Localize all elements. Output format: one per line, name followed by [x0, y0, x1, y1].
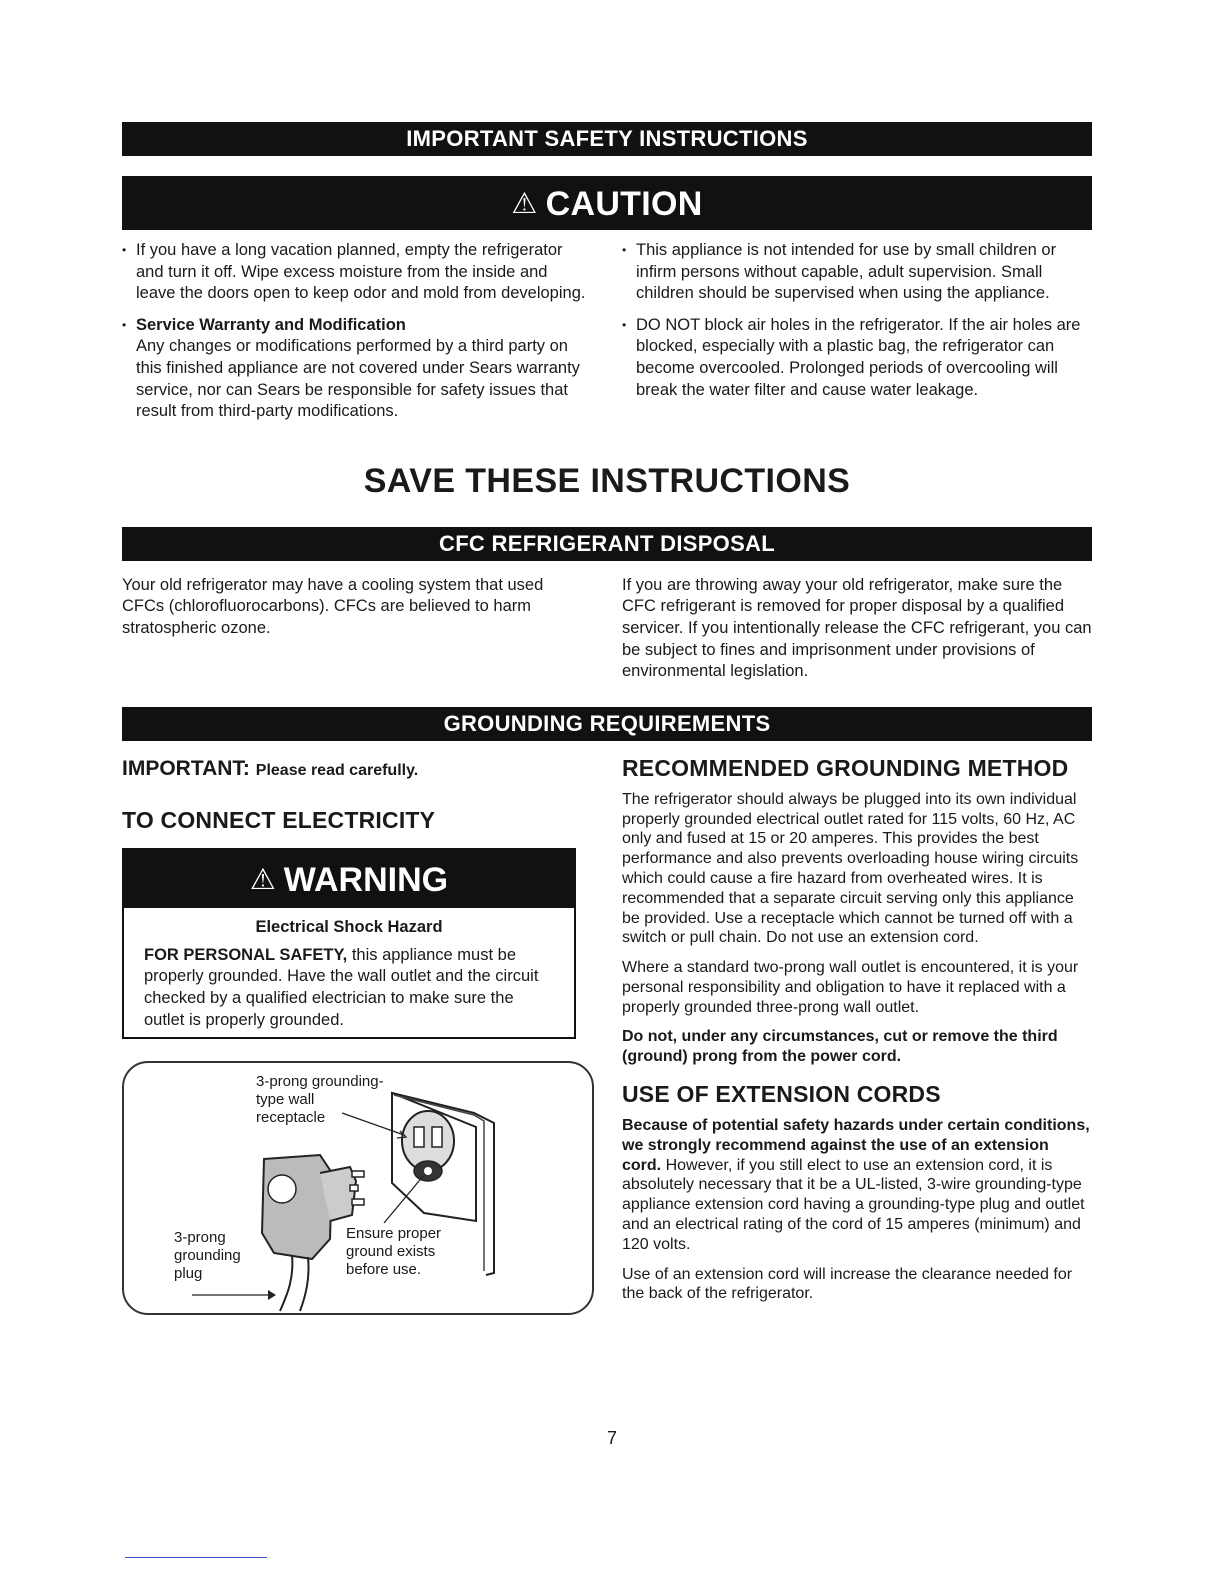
important-label: IMPORTANT: [122, 756, 250, 780]
caution-left-list [122, 240, 588, 433]
grounding-right-column [622, 741, 1092, 1315]
cfc-header-bar: CFC REFRIGERANT DISPOSAL [122, 527, 1092, 561]
extension-para-1 [622, 1116, 1092, 1255]
caution-item [122, 315, 588, 423]
caution-item [622, 240, 1092, 305]
warning-banner [124, 850, 574, 908]
warning-text [124, 945, 574, 1037]
caution-item [622, 315, 1092, 401]
footer-rule [125, 1557, 267, 1558]
ensure-ground-label: Ensure proper ground exists before use. [346, 1225, 442, 1279]
recommended-para-3: Do not, under any circumstances, cut or remove the third (ground) prong from the power cord. [622, 1028, 1058, 1066]
caution-banner [122, 176, 1092, 230]
caution-right-list [622, 240, 1092, 433]
warning-subtitle: Electrical Shock Hazard [255, 917, 443, 936]
page-number: 7 [606, 1428, 617, 1448]
important-heading [122, 757, 588, 781]
caution-item-text: If you have a long vacation planned, empty the refrigerator and turn it off. Wipe excess moisture from the inside and leave the doors open to keep odor and mold from developing. [136, 241, 586, 303]
recommended-para-1: The refrigerator should always be plugged into its own individual properly grounded electrical outlet rated for 115 volts, 60 Hz, AC only and fused at 15 or 20 amperes. This provides the best performance and also prevents overloading house wiring circuits which could cause a fire hazard from overheated wires. It is recommended that a separate circuit serving only this appliance be provided. Use a receptacle which cannot be turned off with a switch or pull chain. Do not use an extension cord. [622, 790, 1079, 947]
caution-item [122, 240, 588, 305]
extension-para-2: Use of an extension cord will increase the clearance needed for the back of the refrigerator. [622, 1265, 1073, 1303]
cfc-left-text: Your old refrigerator may have a cooling system that used CFCs (chlorofluorocarbons). CFCs are believed to harm stratospheric ozone. [122, 575, 544, 637]
cfc-right-text: If you are throwing away your old refrigerator, make sure the CFC refrigerant is removed for proper disposal by a qualified servicer. If you intentionally release the CFC refrigerant, you can be subject to fines and imprisonment under provisions of environmental legislation. [622, 575, 1092, 681]
grounding-columns [122, 741, 1092, 1315]
caution-item-title: • Service Warranty and Modification [136, 315, 406, 334]
grounding-figure [122, 1061, 594, 1315]
caution-item-text: Any changes or modifications performed by a third party on this finished appliance are not covered under Sears warranty service, nor can Sears be responsible for safety issues that result from third-party modifications. [136, 337, 580, 421]
grounding-left-column [122, 741, 588, 1315]
warning-body: this appliance must be properly grounded. Have the wall outlet and the circuit checked by a qualified electrician to make sure the outlet is properly grounded. [144, 945, 539, 1029]
warning-label: WARNING [283, 860, 449, 899]
warning-triangle-icon: ⚠ [249, 863, 276, 896]
caution-columns [122, 230, 1092, 433]
receptacle-label: 3-prong grounding-type wall receptacle [256, 1073, 384, 1127]
manual-page [122, 122, 1092, 1315]
extension-cords-heading: USE OF EXTENSION CORDS [622, 1081, 941, 1108]
save-instructions-title: SAVE THESE INSTRUCTIONS [363, 461, 851, 500]
warning-bold-lead: FOR PERSONAL SAFETY, [144, 945, 348, 964]
cfc-columns [122, 575, 1092, 683]
grounding-header-bar: GROUNDING REQUIREMENTS [122, 707, 1092, 741]
connect-electricity-heading: TO CONNECT ELECTRICITY [122, 806, 436, 833]
warning-box [122, 848, 576, 1039]
recommended-method-heading: RECOMMENDED GROUNDING METHOD [622, 754, 1069, 781]
warning-triangle-icon: ⚠ [511, 188, 538, 220]
caution-label: CAUTION [545, 185, 703, 223]
extension-body: However, if you still elect to use an extension cord, it is absolutely necessary that it be a UL-listed, 3-wire grounding-type appliance extension cord having a grounding-type plug and outlet and an electrical rating of the cord of 15 amperes (minimum) and 120 volts. [622, 1156, 1085, 1253]
recommended-para-2: Where a standard two-prong wall outlet is encountered, it is your personal responsibility and obligation to have it replaced with a properly grounded three-prong wall outlet. [622, 959, 1079, 1016]
caution-item-text: This appliance is not intended for use by small children or infirm persons without capable, adult supervision. Small children should be supervised when using the appliance. [636, 241, 1057, 303]
plug-label: 3-prong grounding plug [174, 1229, 241, 1283]
extension-bold-lead: Because of potential safety hazards under certain conditions, we strongly recommend against the use of an extension cord. [622, 1117, 1090, 1174]
caution-item-text: DO NOT block air holes in the refrigerator. If the air holes are blocked, especially with a plastic bag, the refrigerator can become overcooled. Prolonged periods of overcooling will break the water filter and cause water leakage. [636, 315, 1081, 399]
safety-header-bar: IMPORTANT SAFETY INSTRUCTIONS [122, 122, 1092, 156]
important-note: Please read carefully. [255, 761, 419, 779]
